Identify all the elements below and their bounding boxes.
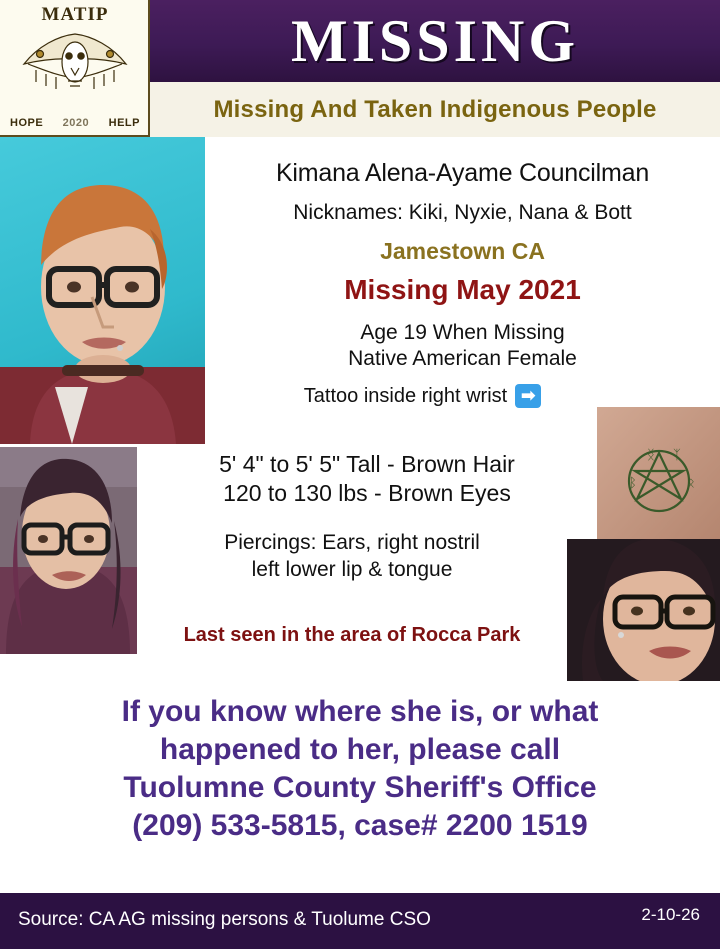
height-hair-line: 5' 4" to 5' 5" Tall - Brown Hair: [219, 451, 515, 477]
logo-footer-words: [0, 117, 150, 129]
missing-date: Missing May 2021: [344, 274, 581, 305]
tattoo-label: Tattoo inside right wrist: [303, 384, 508, 407]
details-text-column: [205, 137, 720, 408]
photo-lower-right: [567, 539, 720, 681]
poster-footer: [0, 893, 720, 949]
piercings-line-2: left lower lip & tongue: [251, 558, 453, 582]
photo-tattoo: [597, 407, 720, 545]
source-text: Source: CA AG missing persons & Tuolume CSO: [18, 909, 431, 930]
eagle-feather-emblem-icon: [18, 26, 132, 104]
age-line: Age 19 When Missing: [360, 321, 565, 344]
svg-text:ᛉ: ᛉ: [673, 447, 681, 462]
appeal-line-1: If you know where she is, or what: [121, 695, 599, 728]
poster-header: [0, 0, 720, 137]
last-seen-line: Last seen in the area of Rocca Park: [183, 624, 521, 646]
logo-title: MATIP: [41, 4, 109, 25]
appeal-line-2: happened to her, please call: [159, 733, 561, 767]
poster-body: [0, 137, 720, 949]
missing-banner: [150, 0, 720, 82]
piercings-line-1: Piercings: Ears, right nostril: [224, 531, 480, 554]
ethnicity-line: Native American Female: [348, 347, 577, 370]
tattoo-row: [165, 384, 680, 408]
appeal-line-3: Tuolumne County Sheriff's Office: [123, 771, 597, 805]
matip-logo: [0, 0, 150, 137]
svg-text:ᛒ: ᛒ: [629, 475, 637, 490]
appeal-text: [0, 693, 720, 845]
person-city: Jamestown CA: [380, 238, 545, 264]
weight-eyes-line: 120 to 130 lbs - Brown Eyes: [223, 479, 511, 506]
footer-date: 2-10-26: [641, 905, 700, 924]
logo-word-center: 2020: [62, 117, 90, 129]
piercings-block: [137, 529, 567, 584]
appeal-line-4: (209) 533-5815, case# 2200 1519: [132, 809, 588, 843]
organization-subtitle: Missing And Taken Indigenous People: [213, 95, 657, 123]
logo-word-help: HELP: [108, 117, 140, 129]
organization-subtitle-bar: [150, 82, 720, 137]
svg-text:ᛟ: ᛟ: [687, 475, 695, 490]
person-name: Kimana Alena-Ayame Councilman: [275, 159, 650, 187]
photo-lower-left: [0, 447, 137, 654]
person-nicknames: Nicknames: Kiki, Nyxie, Nana & Bott: [293, 201, 632, 224]
logo-word-hope: HOPE: [10, 117, 44, 129]
arrow-right-icon: ➡: [515, 384, 541, 408]
physical-description: [137, 450, 597, 508]
svg-text:ᛝ: ᛝ: [647, 447, 655, 462]
banner-title: MISSING: [290, 8, 580, 74]
